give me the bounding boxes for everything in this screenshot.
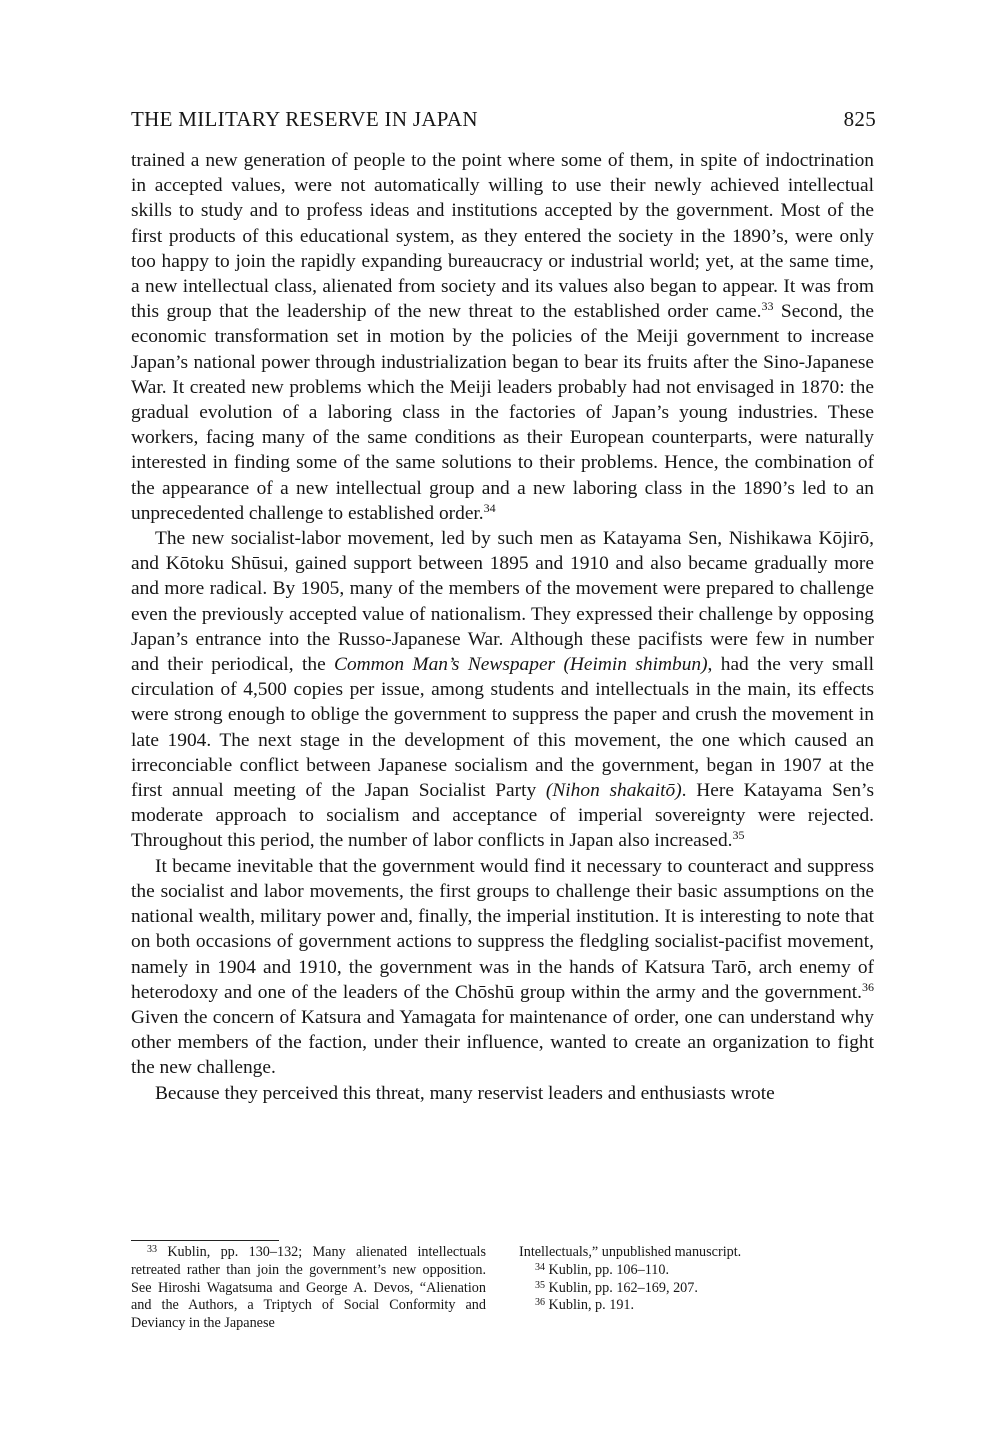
text-run: Because they perceived this threat, many reservist leaders and enthusiasts wrote [155,1082,775,1104]
text-run: . Here Katayama Sen’s moderate approach to socialism and acceptance of imperial sovereignty were rejected. Throughout this period, the number of labor conflicts in Japan also increased. [131,780,874,852]
footnote-33 [131,1244,486,1333]
text-run: trained a new generation of people to the point where some of them, in spite of indoctrination in accepted values, were not automatically willing to use their newly achieved intellectual skills to study and to profess ideas and institutions accepted by the government. Most of the first products of this educational system, as they entered the society in the 1890’s, were only too happy to join the rapidly expanding bureaucracy or industrial world; yet, at the same time, a new intellectual class, alienated from society and its values also began to appear. It was from this group that the leadership of the new threat to the established order came. [131,150,874,323]
footnote-text: Kublin, pp. 106–110. [548,1261,670,1278]
footnote-text: Kublin, pp. 130–132; Many alienated intellectuals retreated rather than join the government’s new opposition. See Hiroshi Wagatsuma and George A. Devos, “Alienation and the Authors, a Triptych of Social Conformity and Deviancy in the Japanese [131,1244,486,1332]
body-text [131,148,874,1106]
paragraph [131,1081,874,1106]
footnote-ref[interactable]: 36 [862,979,874,994]
running-head [131,107,876,132]
text-run: Second, the economic transformation set in motion by the policies of the Meiji government to increase Japan’s national power through industrialization began to bear its fruits after the Sino-Japanese War. It created new problems which the Meiji leaders probably had not envisaged in 1870: the gradual evolution of a laboring class in the factories of Japan’s young industries. These workers, facing many of the same conditions as their European counterparts, were naturally interested in finding some of the same solutions to their problems. Hence, the combination of the appearance of a new intellectual group and a new laboring class in the 1890’s led to an unprecedented challenge to established order. [131,301,874,524]
text-run: The new socialist-labor movement, led by such men as Katayama Sen, Nishikawa Kōjirō, and Kōtoku Shūsui, gained support between 1895 and 1910 and also became gradually more and more radical. By 1905, many of the members of the movement were prepared to challenge even the previously accepted value of nationalism. They expressed their challenge by opposing Japan’s entrance into the Russo-Japanese War. Although these pacifists were few in number and their periodical, the [131,528,874,676]
paragraph [131,526,874,854]
footnote-number: 34 [535,1261,545,1273]
footnote-36 [519,1297,874,1315]
italic-title: Common Man’s Newspaper (Heimin shimbun) [334,654,708,676]
paragraph [131,854,874,1081]
footnote-35 [519,1280,874,1298]
footnote-text: Kublin, pp. 162–169, 207. [548,1279,698,1296]
text-run: Given the concern of Katsura and Yamagata for maintenance of order, one can understand why other members of the faction, under their influence, wanted to create an organization to fight the new challenge. [131,1006,874,1079]
footnote-number: 33 [147,1244,157,1255]
footnote-34 [519,1262,874,1280]
page-number: 825 [843,107,876,131]
footnote-rule [131,1240,279,1241]
footnote-column-right [519,1244,874,1333]
article-title: THE MILITARY RESERVE IN JAPAN [131,107,478,131]
footnotes [131,1244,874,1333]
footnote-number: 35 [535,1279,545,1291]
text-run: It became inevitable that the government would find it necessary to counteract and suppress the socialist and labor movements, the first groups to challenge their basic assumptions on the national wealth, military power and, finally, the imperial institution. It is interesting to note that on both occasions of government actions to suppress the fledgling socialist-pacifist movement, namely in 1904 and 1910, the government was in the hands of Katsura Tarō, arch enemy of heterodoxy and one of the leaders of the Chōshū group within the army and the government. [131,855,874,1003]
footnote-text: Kublin, p. 191. [548,1297,635,1314]
footnote-33-continued: Intellectuals,” unpublished manuscript. [519,1244,742,1260]
italic-title: (Nihon shakaitō) [545,780,682,802]
text-run: , had the very small circulation of 4,500 copies per issue, among students and intellectuals in the main, its effects were strong enough to oblige the government to suppress the paper and crush the movement in late 1904. The next stage in the development of this movement, the one which caused an irreconciable conflict between Japanese socialism and the government, began in 1907 at the first annual meeting of the Japan Socialist Party [131,654,874,802]
paragraph [131,148,874,526]
footnote-ref[interactable]: 34 [483,500,496,515]
footnote-ref[interactable]: 33 [761,299,774,314]
footnote-column-left [131,1244,486,1333]
footnote-ref[interactable]: 35 [732,828,745,843]
footnote-number: 36 [535,1297,545,1309]
